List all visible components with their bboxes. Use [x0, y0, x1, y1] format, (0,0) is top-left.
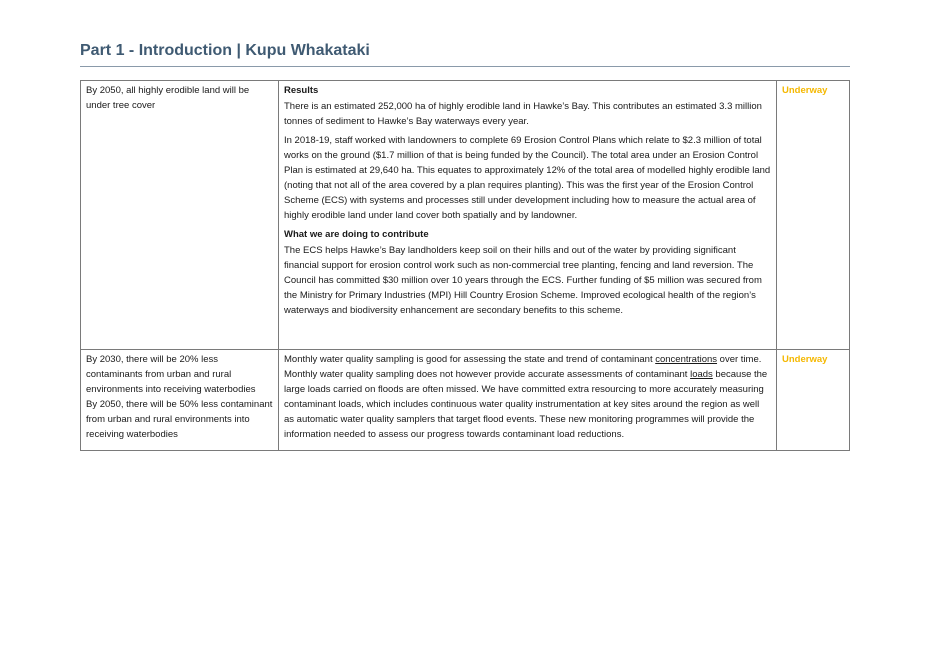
goal-cell	[81, 81, 279, 350]
results-paragraph: In 2018-19, staff worked with landowners to complete 69 Erosion Control Plans which relate to $2.3 million of total works on the ground ($1.7 million of that is being funded by the Council). The total area under an Erosion Control Plan is estimated at 29,640 ha. This equates to approximately 12% of the total area of modelled highly erodible land (noting that not all of the area covered by a plan requires planting). This was the first year of the Erosion Control Scheme (ECS) with systems and processes still under development including how to measure the actual area of highly erodible land under land cover both spatially and by landowner.	[284, 135, 771, 221]
paragraph-text: because the large loads carried on floods are often missed. We have committed extra resourcing to more accurately measuring contaminant loads, which includes continuous water quality instrumentation at key sites around the region as well as automatic water quality samplers that target flood events. These new monitoring programmes will provide the information needed to assess our progress towards contaminant load reductions.	[284, 369, 768, 440]
monitoring-paragraph	[284, 352, 771, 442]
progress-table	[80, 80, 850, 451]
underlined-term: concentrations	[655, 354, 718, 365]
table-row	[81, 350, 850, 451]
goal-text: By 2030, there will be 20% less contaminants from urban and rural environments into receiving waterbodies	[86, 354, 256, 395]
page-title: Part 1 - Introduction | Kupu Whakataki	[80, 42, 370, 59]
results-paragraph: There is an estimated 252,000 ha of highly erodible land in Hawke’s Bay. This contributes an estimated 3.3 million tonnes of sediment to Hawke’s Bay waterways every year.	[284, 101, 762, 127]
goal-text: By 2050, all highly erodible land will be under tree cover	[86, 85, 250, 111]
results-heading: Results	[284, 85, 319, 96]
goal-cell	[81, 350, 279, 451]
paragraph-text: Monthly water quality sampling is good for assessing the state and trend of contaminant	[284, 354, 656, 365]
status-cell	[777, 350, 850, 451]
contribute-paragraph: The ECS helps Hawke’s Bay landholders keep soil on their hills and out of the water by providing significant financial support for erosion control work such as non-commercial tree planting, fencing and land reversion. The Council has committed $30 million over 10 years through the ECS. Further funding of $5 million was secured from the Ministry for Primary Industries (MPI) Hill Country Erosion Scheme. Improved ecological health of the region’s waterways and biodiversity enhancement are secondary benefits to this scheme.	[284, 245, 762, 316]
details-cell	[279, 81, 777, 350]
contribute-heading: What we are doing to contribute	[284, 229, 429, 240]
status-badge: Underway	[782, 354, 828, 365]
details-cell	[279, 350, 777, 451]
paragraph-text: over time. Monthly water quality sampling does not however provide accurate assessments of contaminant	[284, 354, 762, 380]
status-cell	[777, 81, 850, 350]
goal-text: By 2050, there will be 50% less contaminant from urban and rural environments into receiving waterbodies	[86, 399, 273, 440]
title-divider	[80, 66, 850, 67]
table-row	[81, 81, 850, 350]
underlined-term: loads	[690, 369, 713, 380]
status-badge: Underway	[782, 85, 828, 96]
